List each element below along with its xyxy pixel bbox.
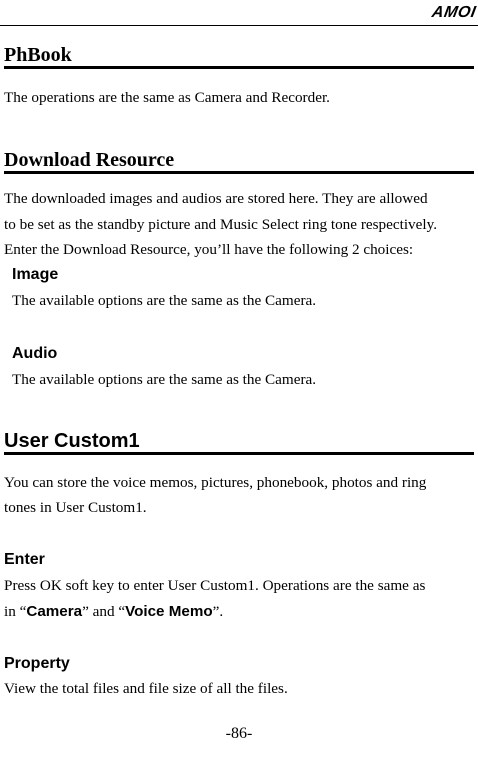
image-body: The available options are the same as the Camera. xyxy=(12,292,317,309)
enter-line-1: Press OK soft key to enter User Custom1. Operations are the same as xyxy=(4,577,426,594)
audio-body: The available options are the same as the Camera. xyxy=(12,371,317,388)
enter-line-2-prefix: in “ xyxy=(4,603,27,620)
download-resource-line-2: to be set as the standby picture and Music Select ring tone respectively. xyxy=(4,216,437,233)
phbook-body: The operations are the same as Camera and Recorder. xyxy=(4,89,330,106)
term-camera: Camera xyxy=(26,603,83,620)
property-body: View the total files and file size of all the files. xyxy=(4,680,288,697)
section-title-download-resource: Download Resource xyxy=(4,149,474,174)
download-resource-line-1: The downloaded images and audios are stored here. They are allowed xyxy=(4,190,428,207)
brand-logo: AMOI xyxy=(430,4,478,21)
subheading-image: Image xyxy=(12,266,59,283)
section-title-user-custom1: User Custom1 xyxy=(4,430,474,455)
user-custom1-line-1: You can store the voice memos, pictures, phonebook, photos and ring xyxy=(4,474,427,491)
subheading-property: Property xyxy=(4,655,70,672)
subheading-audio: Audio xyxy=(12,345,58,362)
subheading-enter: Enter xyxy=(4,551,45,568)
enter-line-2 xyxy=(4,603,223,621)
enter-line-2-middle: ” and “ xyxy=(82,603,126,620)
page-number: -86- xyxy=(225,725,253,742)
section-title-phbook: PhBook xyxy=(4,44,474,69)
user-custom1-line-2: tones in User Custom1. xyxy=(4,499,147,516)
download-resource-line-3: Enter the Download Resource, you’ll have the following 2 choices: xyxy=(4,241,414,258)
enter-line-2-suffix: ”. xyxy=(212,603,224,620)
header-divider xyxy=(0,25,478,26)
term-voice-memo: Voice Memo xyxy=(125,603,213,620)
